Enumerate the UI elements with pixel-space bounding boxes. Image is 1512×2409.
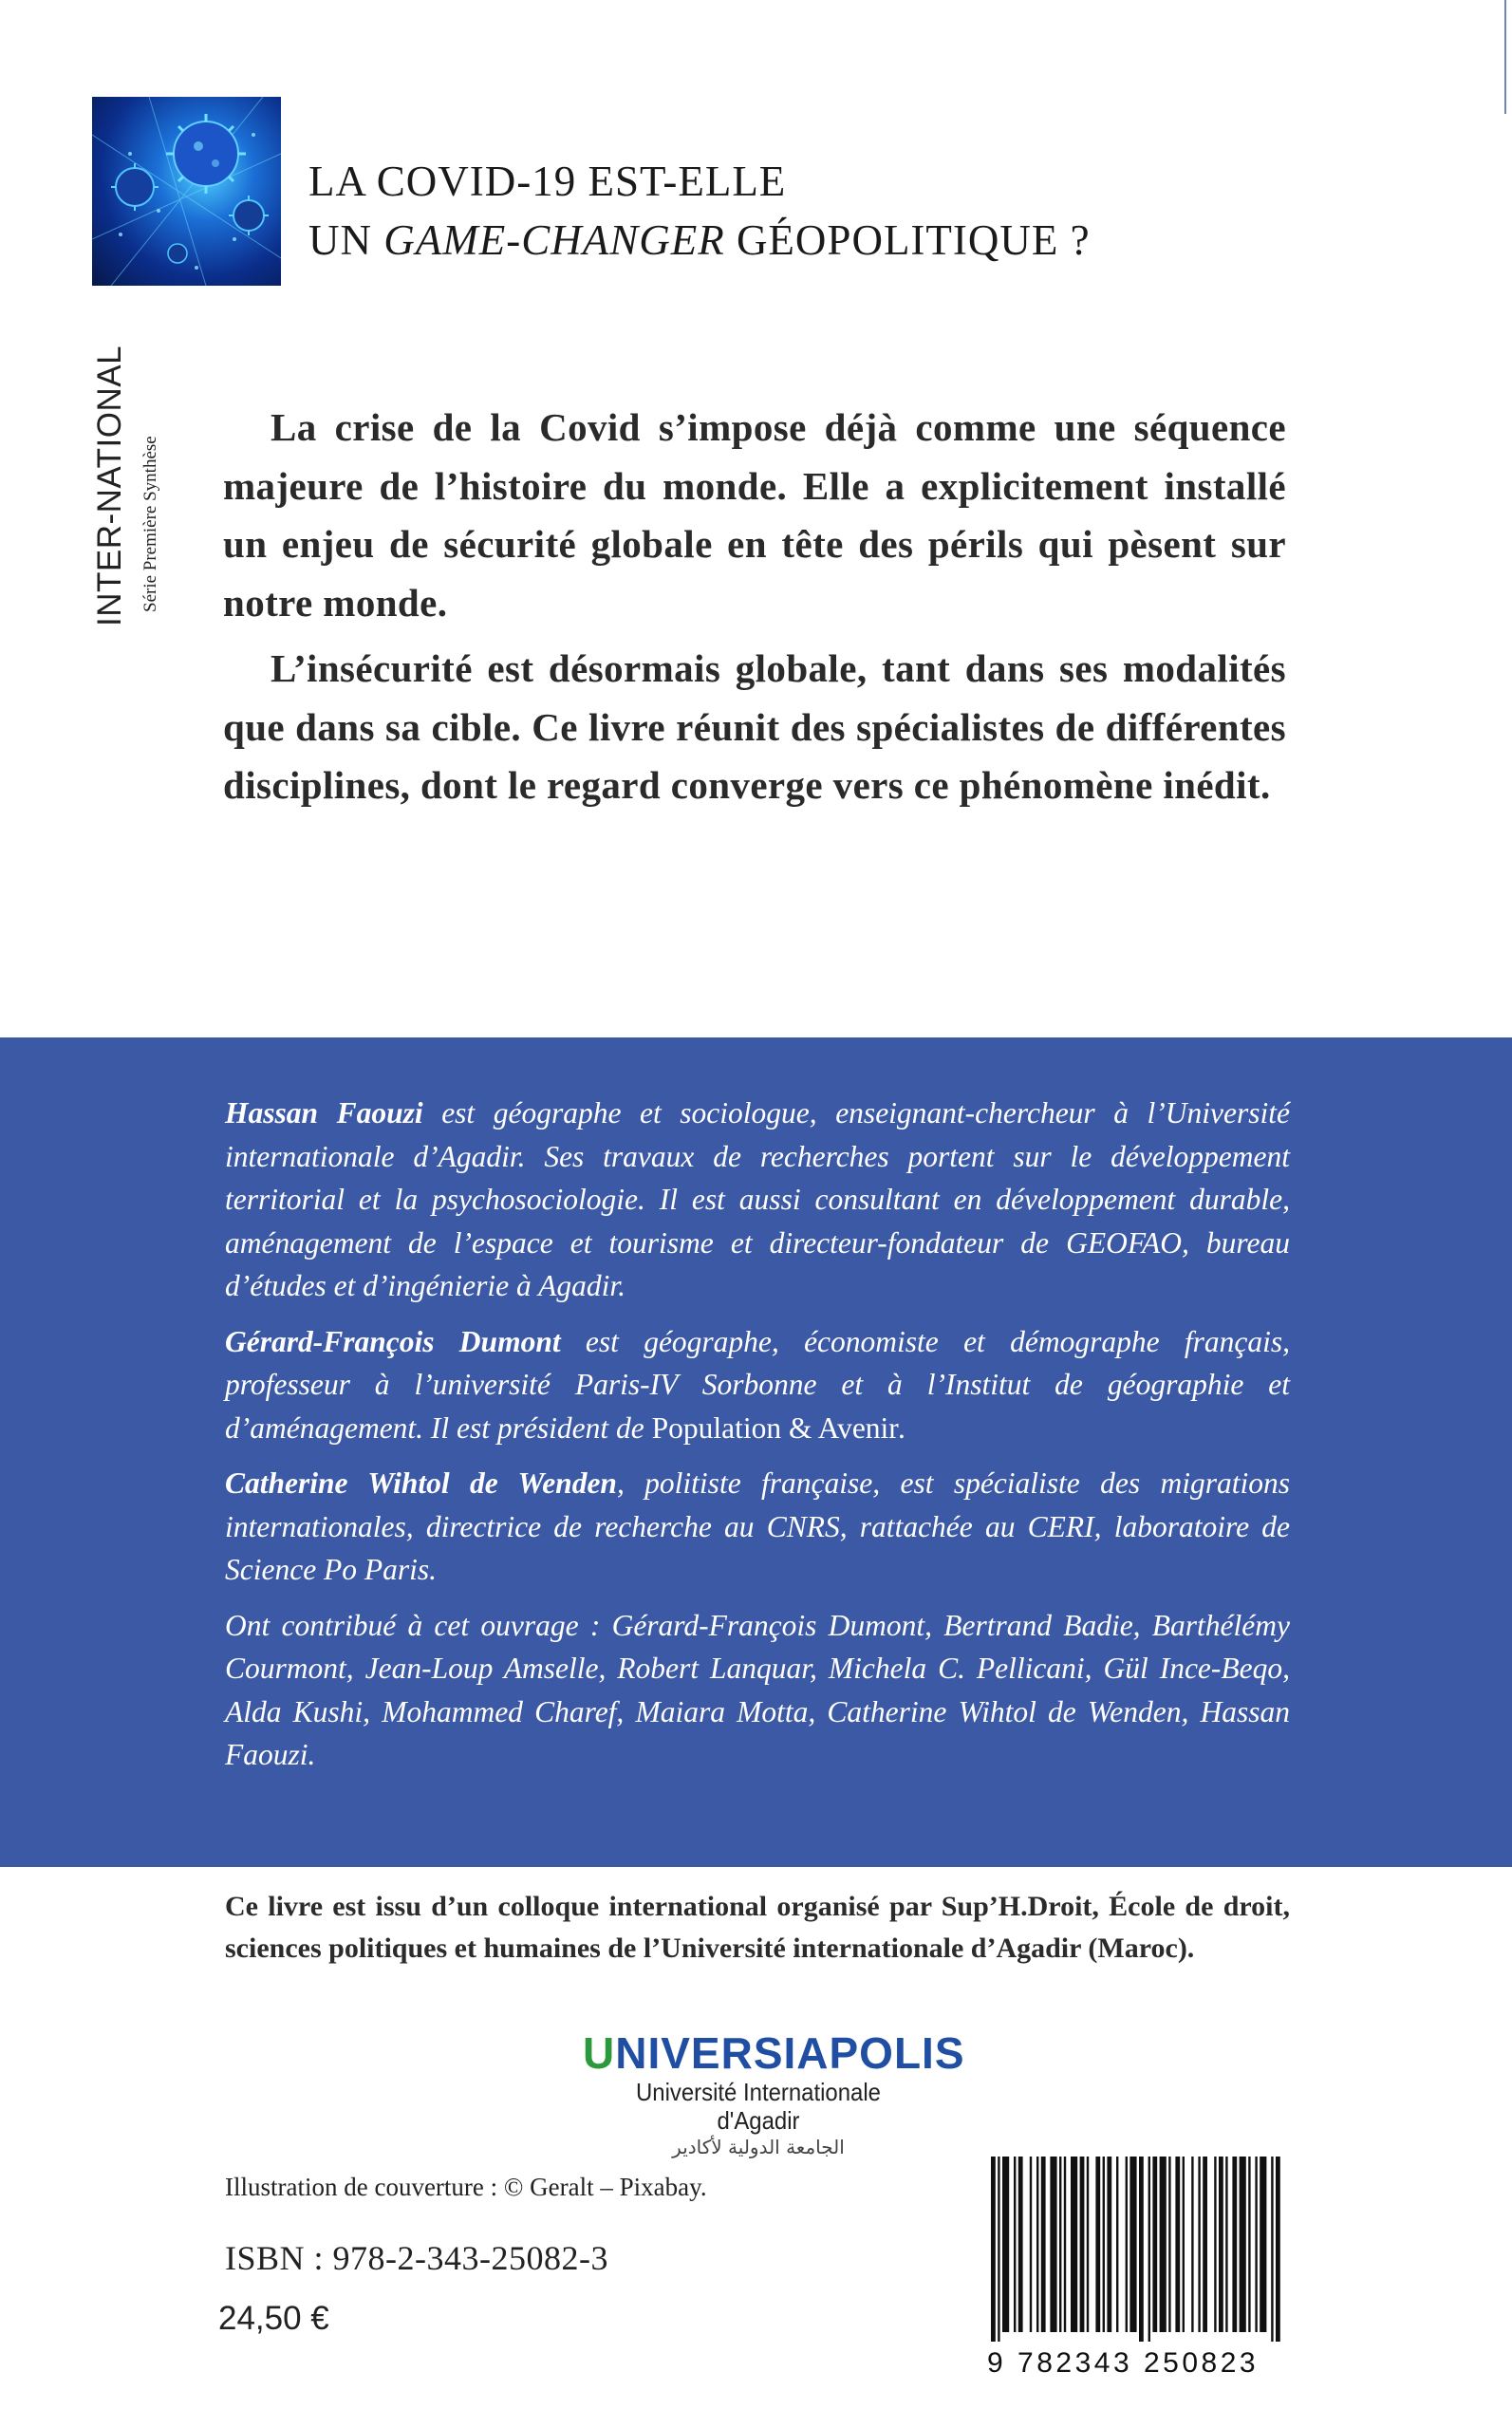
series-subtitle: Série Première Synthèse (140, 436, 160, 612)
logo-brand-rest: NIVERSIAPOLIS (615, 2028, 965, 2078)
barcode (987, 2157, 1291, 2379)
barcode-bar (1271, 2157, 1273, 2342)
author-bios (225, 1092, 1290, 1777)
barcode-bar (1139, 2157, 1144, 2342)
barcode-bar (1225, 2157, 1227, 2332)
book-title (308, 152, 1258, 270)
bio-dumont (225, 1320, 1290, 1450)
barcode-bar (1160, 2157, 1167, 2332)
contributors: Ont contribué à cet ouvrage : Gérard-François Dumont, Bertrand Badie, Barthélémy Courmont, Jean-Loup Amselle, Robert Lanquar, Michela C. Pellicani, Gül Ince-Beqo, Alda Kushi, Mohammed Charef, Maiara Motta, Catherine Wihtol de Wenden, Hassan Faouzi. (225, 1608, 1290, 1771)
barcode-bar (1248, 2157, 1250, 2332)
barcode-bar (1168, 2157, 1170, 2332)
barcode-bar (1198, 2157, 1200, 2332)
colloque-note: Ce livre est issu d’un colloque international organisé par Sup’H.Droit, École de droit, sciences politiques et humaines de l’Université internationale d’Agadir (Maroc). (225, 1891, 1290, 1964)
virus-icon (92, 97, 281, 286)
barcode-bar (1050, 2157, 1056, 2332)
logo-subtitle: Université Internationale d'Agadir (636, 2078, 881, 2135)
logo-brand (583, 2028, 965, 2078)
series-block (85, 289, 199, 626)
barcode-bar (1071, 2157, 1077, 2332)
barcode-bar (1255, 2157, 1257, 2332)
barcode-digits: 9 782343 250823 (987, 2347, 1260, 2379)
logo-arabic: الجامعة الدولية لأكادير (672, 2136, 845, 2158)
barcode-bar (998, 2157, 999, 2342)
barcode-bar (1214, 2157, 1216, 2332)
title-line-2 (308, 211, 1258, 270)
universiapolis-logo (583, 2028, 965, 2158)
barcode-bar (1116, 2157, 1118, 2332)
title-prefix: UN (308, 216, 384, 264)
barcode-bar (1240, 2157, 1246, 2332)
bio-faouzi (225, 1092, 1290, 1308)
barcode-bar (1059, 2157, 1061, 2332)
isbn: ISBN : 978-2-343-25082-3 (225, 2239, 608, 2277)
barcode-bar (1175, 2157, 1180, 2332)
barcode-bar (1014, 2157, 1016, 2332)
series-name: INTER-NATIONAL (91, 345, 128, 626)
title-suffix: GÉOPOLITIQUE ? (724, 216, 1091, 264)
title-line-1: LA COVID-19 EST-ELLE (308, 158, 787, 205)
barcode-bar (1191, 2157, 1193, 2332)
summary (223, 399, 1286, 815)
illustration-credit: Illustration de couverture : © Geralt – Pixabay. (225, 2173, 707, 2201)
barcode-bar (1087, 2157, 1089, 2332)
bio-end: . (898, 1410, 906, 1445)
barcode-bar (1203, 2157, 1207, 2332)
barcode-bar (1183, 2157, 1185, 2332)
barcode-bar (1107, 2157, 1111, 2332)
title-emphasis: GAME-CHANGER (383, 216, 725, 264)
barcode-bar (1080, 2157, 1085, 2332)
author-name: Catherine Wihtol de Wenden (225, 1466, 617, 1500)
barcode-bar (1036, 2157, 1038, 2332)
bio-text: , politiste française, est spécialiste des migrations internationales, directrice de recherche au CNRS, rattachée au CERI, laboratoire de Science Po Paris. (225, 1466, 1290, 1586)
bio-organisation: Population & Avenir (651, 1410, 899, 1445)
price: 24,50 € (218, 2300, 329, 2337)
logo-brand-initial: U (583, 2028, 616, 2078)
edge-line (1504, 0, 1506, 114)
barcode-bar (1148, 2157, 1150, 2342)
barcode-bar (1041, 2157, 1046, 2332)
barcode-bar (1232, 2157, 1237, 2332)
barcode-bar (1260, 2157, 1266, 2332)
barcode-bar (1152, 2157, 1157, 2332)
barcode-bar (1276, 2157, 1280, 2342)
barcode-icon (987, 2157, 1291, 2342)
bio-text: est géographe et sociologue, enseignant-chercheur à l’Université internationale d’Agadir. Ses travaux de recherches portent sur le développement territorial et la psychosociologie. Il est aussi consultant en développement durable, aménagement de l’espace et tourisme et directeur-fondateur de GEOFAO, bureau d’études et d’ingénierie à Agadir. (225, 1096, 1290, 1302)
bio-wenden (225, 1462, 1290, 1592)
barcode-bar (1095, 2157, 1100, 2332)
barcode-bar (1002, 2157, 1009, 2332)
summary-paragraph-1: La crise de la Covid s’impose déjà comme une séquence majeure de l’histoire du monde. Elle a explicitement installé un enjeu de sécurité globale en tête des périls qui pèsent sur notre monde. (223, 405, 1286, 625)
barcode-bar (1030, 2157, 1032, 2332)
barcode-bar (991, 2157, 996, 2342)
cover-illustration (92, 97, 281, 286)
bio-text: est géographe, économiste et démographe français, professeur à l’université Paris-IV Sorbonne et à l’Institut de géographie et d’aménagement. Il est président de (225, 1324, 1290, 1445)
summary-paragraph-2: L’insécurité est désormais globale, tant dans ses modalités que dans sa cible. Ce livre réunit des spécialistes de différentes disciplines, dont le regard converge vers ce phénomène inédit. (223, 646, 1286, 807)
barcode-bar (1219, 2157, 1223, 2332)
barcode-bar (1129, 2157, 1136, 2332)
barcode-bar (1126, 2157, 1128, 2332)
barcode-bar (1064, 2157, 1066, 2332)
author-name: Hassan Faouzi (225, 1096, 423, 1130)
barcode-bar (1018, 2157, 1023, 2332)
barcode-bar (1103, 2157, 1105, 2332)
author-name: Gérard-François Dumont (225, 1324, 561, 1358)
